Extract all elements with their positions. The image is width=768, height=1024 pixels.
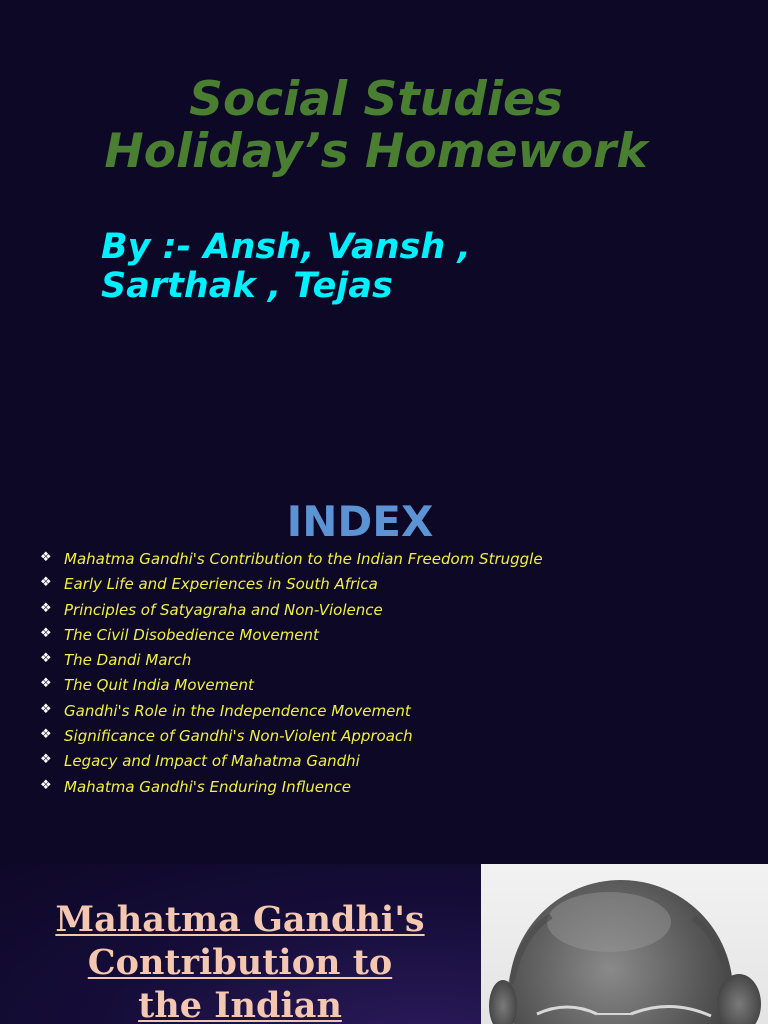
diamond-bullet-icon: ❖ (40, 575, 52, 591)
index-item (40, 548, 740, 573)
index-item-label: Early Life and Experiences in South Africa (64, 575, 378, 594)
index-item-label: The Civil Disobedience Movement (64, 625, 319, 644)
index-item-label: The Dandi March (64, 651, 192, 670)
index-list (40, 548, 740, 801)
index-item (40, 573, 740, 598)
diamond-bullet-icon: ❖ (40, 550, 52, 565)
main-title (0, 74, 752, 178)
diamond-bullet-icon: ❖ (40, 701, 52, 717)
index-item-label: Significance of Gandhi's Non-Violent Approach (64, 727, 413, 746)
gandhi-portrait-photo (481, 864, 768, 1024)
index-item (40, 624, 740, 649)
index-item-label: Legacy and Impact of Mahatma Gandhi (64, 752, 360, 771)
index-item-label: Gandhi's Role in the Independence Movement (64, 701, 411, 720)
diamond-bullet-icon: ❖ (40, 777, 52, 793)
index-item (40, 750, 740, 775)
index-item-label: Mahatma Gandhi's Contribution to the Indian Freedom Struggle (64, 550, 543, 568)
contribution-title-line-1: Mahatma Gandhi's (55, 899, 425, 940)
index-item-label: Mahatma Gandhi's Enduring Influence (64, 777, 351, 796)
contribution-title-line-2: Contribution to (87, 942, 393, 983)
index-item (40, 725, 740, 750)
main-title-line-1: Social Studies (189, 72, 563, 127)
author-byline (101, 228, 701, 306)
author-byline-line-1: By :- Ansh, Vansh , (101, 227, 471, 267)
diamond-bullet-icon: ❖ (40, 600, 52, 616)
index-item-label: Principles of Satyagraha and Non-Violence (64, 600, 383, 619)
index-item (40, 674, 740, 699)
index-item (40, 599, 740, 624)
main-title-line-2: Holiday’s Homework (104, 124, 648, 179)
diamond-bullet-icon: ❖ (40, 651, 52, 667)
index-slide (0, 480, 768, 864)
index-heading: INDEX (286, 497, 434, 546)
diamond-bullet-icon: ❖ (40, 625, 52, 641)
index-item-label: The Quit India Movement (64, 676, 254, 695)
index-item (40, 700, 740, 725)
diamond-bullet-icon: ❖ (40, 727, 52, 743)
index-item (40, 776, 740, 801)
diamond-bullet-icon: ❖ (40, 752, 52, 768)
title-slide (0, 0, 768, 480)
portrait-illustration (481, 864, 768, 1024)
contribution-title (20, 898, 460, 1024)
contribution-title-line-3: the Indian (138, 985, 342, 1024)
diamond-bullet-icon: ❖ (40, 676, 52, 692)
author-byline-line-2: Sarthak , Tejas (101, 266, 393, 306)
index-item (40, 649, 740, 674)
contribution-slide (0, 864, 768, 1024)
